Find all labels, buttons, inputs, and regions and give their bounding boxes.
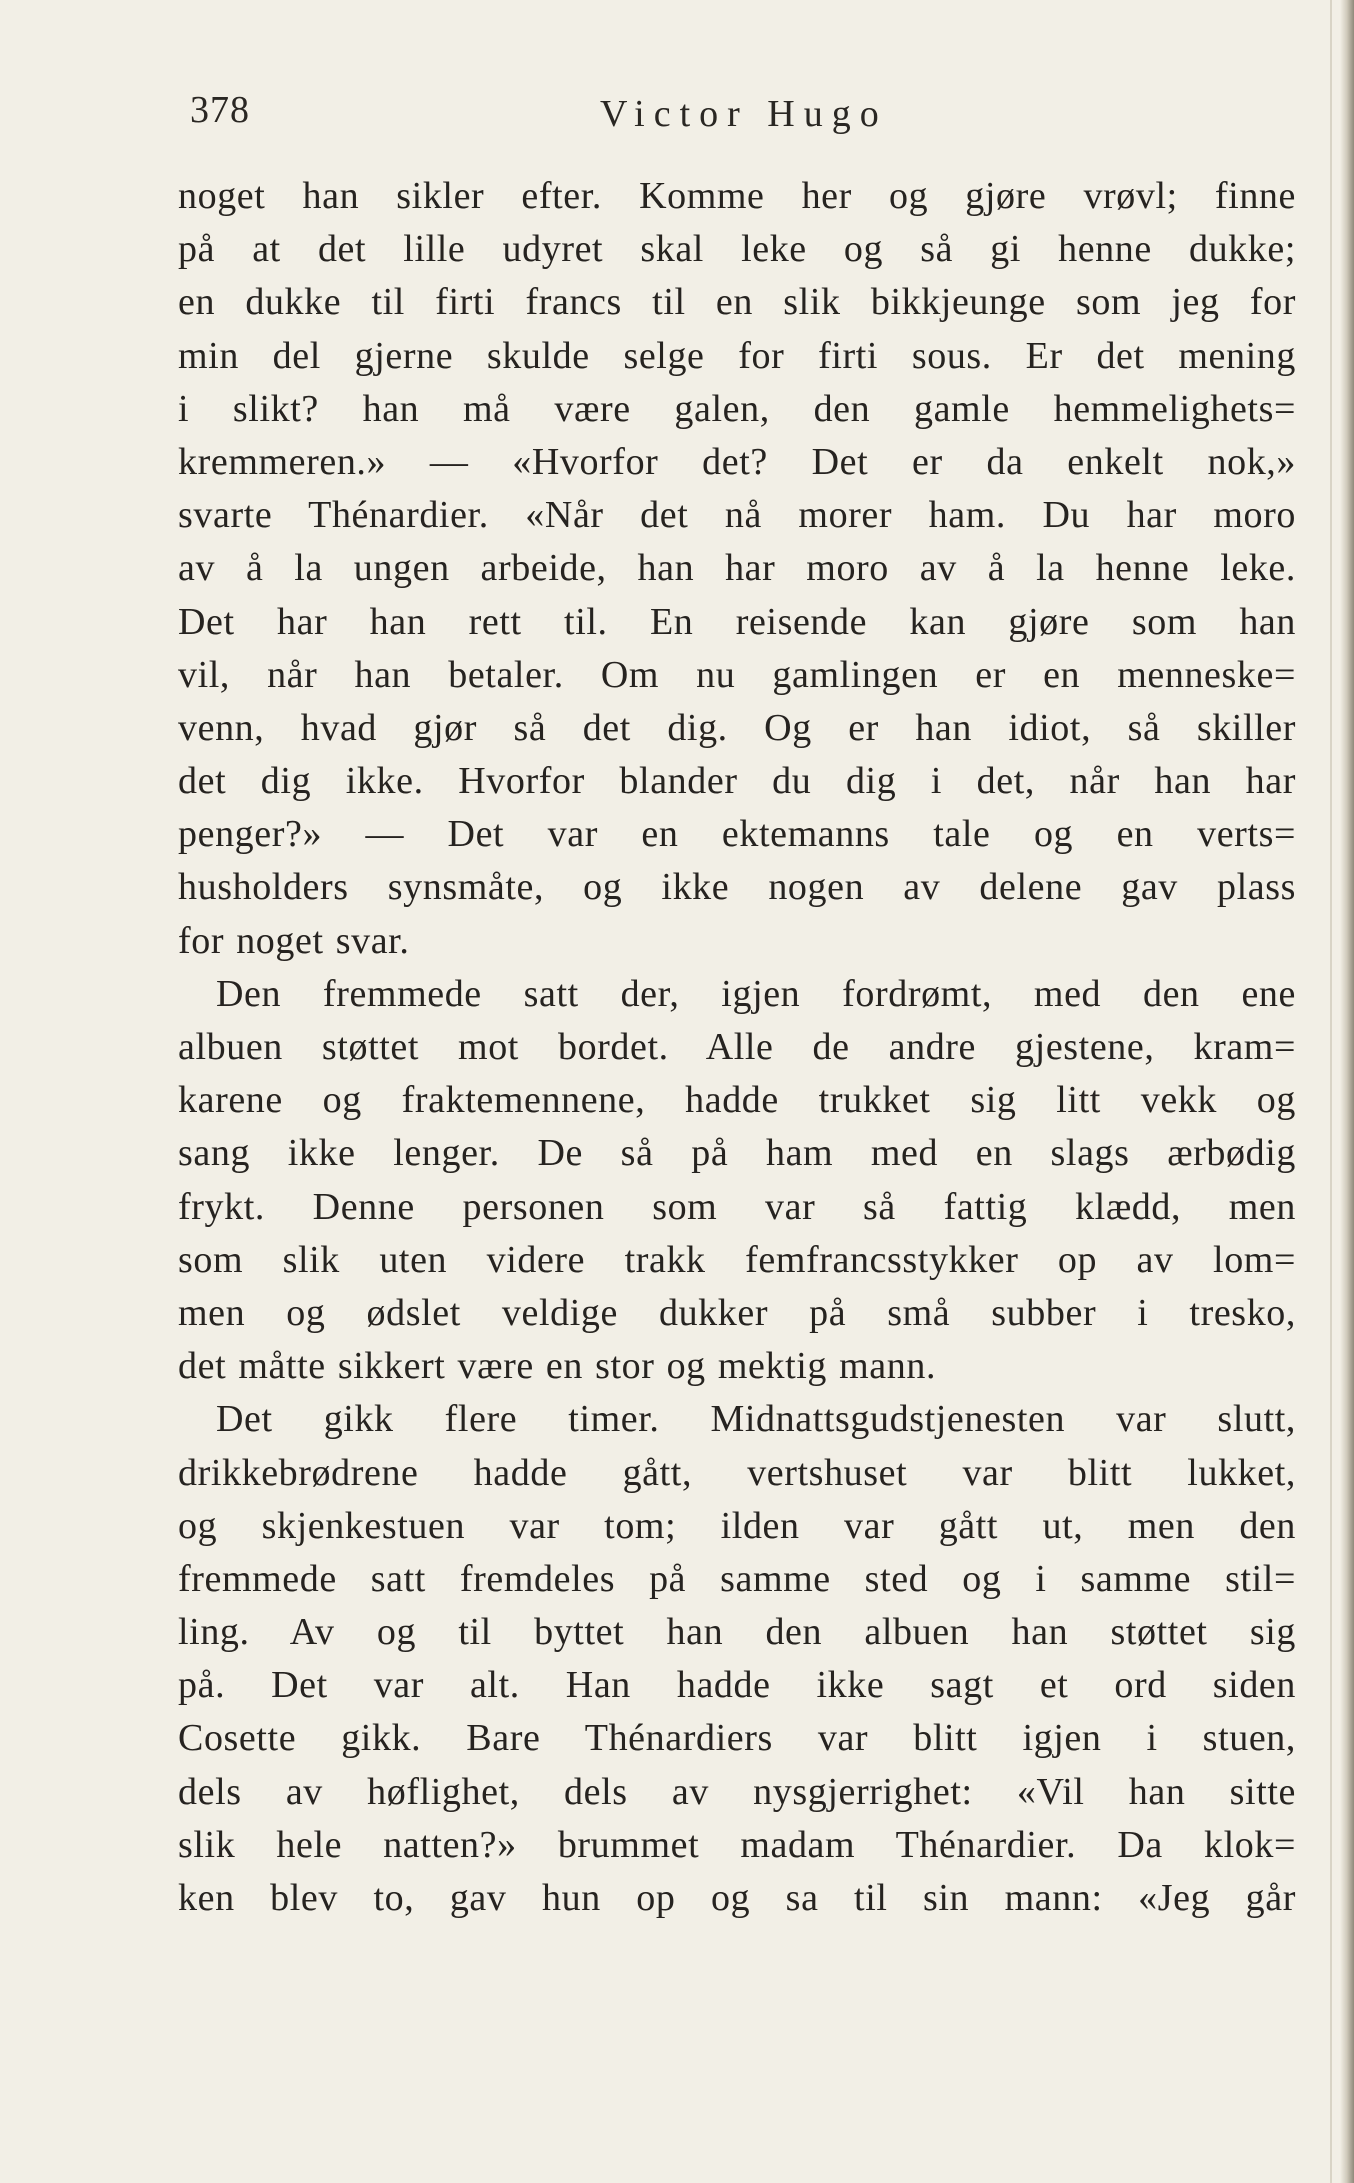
text-line: fremmede satt fremdeles på samme sted og i samme stil=: [178, 1557, 1296, 1600]
paragraph-start-line: Det gikk flere timer. Midnattsgudstjenesten var slutt,: [216, 1398, 1296, 1441]
text-line: kremmeren.» — «Hvorfor det? Det er da enkelt nok,»: [178, 440, 1296, 483]
text-line: og skjenkestuen var tom; ilden var gått ut, men den: [178, 1504, 1296, 1547]
text-line: slik hele natten?» brummet madam Thénardier. Da klok=: [178, 1823, 1296, 1866]
text-line: Det har han rett til. En reisende kan gjøre som han: [178, 600, 1296, 643]
text-line: for noget svar.: [178, 919, 410, 962]
text-line: på at det lille udyret skal leke og så gi henne dukke;: [178, 228, 1296, 271]
text-line: dels av høflighet, dels av nysgjerrighet: «Vil han sitte: [178, 1770, 1296, 1813]
text-line: frykt. Denne personen som var så fattig klædd, men: [178, 1185, 1296, 1228]
text-line: noget han sikler efter. Komme her og gjøre vrøvl; finne: [178, 175, 1296, 217]
text-line: ken blev to, gav hun op og sa til sin mann: «Jeg går: [178, 1877, 1296, 1919]
paragraph-start-line: Den fremmede satt der, igjen fordrømt, med den ene: [216, 972, 1296, 1015]
body-text: [178, 170, 1296, 1925]
text-line: men og ødslet veldige dukker på små subber i tresko,: [178, 1291, 1296, 1334]
text-line: ling. Av og til byttet han den albuen han støttet sig: [178, 1611, 1296, 1654]
text-line: albuen støttet mot bordet. Alle de andre gjestene, kram=: [178, 1026, 1296, 1068]
text-line: sang ikke lenger. De så på ham med en slags ærbødig: [178, 1132, 1296, 1175]
text-line: husholders synsmåte, og ikke nogen av delene gav plass: [178, 866, 1296, 909]
page-header: [190, 88, 1280, 148]
page-number: 378: [190, 89, 250, 131]
text-line: vil, når han betaler. Om nu gamlingen er en menneske=: [178, 653, 1296, 696]
text-line: av å la ungen arbeide, han har moro av å la henne leke.: [178, 547, 1296, 590]
text-line: venn, hvad gjør så det dig. Og er han idiot, så skiller: [178, 706, 1296, 749]
text-line: på. Det var alt. Han hadde ikke sagt et ord siden: [178, 1664, 1296, 1707]
running-title: Victor Hugo: [600, 93, 888, 135]
text-line: det dig ikke. Hvorfor blander du dig i det, når han har: [178, 760, 1296, 803]
text-line: karene og fraktemennene, hadde trukket sig litt vekk og: [178, 1079, 1296, 1122]
text-line: som slik uten videre trakk femfrancsstykker op av lom=: [178, 1238, 1296, 1281]
text-line: penger?» — Det var en ektemanns tale og en verts=: [178, 813, 1296, 856]
page-edge-shadow: [1340, 0, 1354, 2183]
text-line: det måtte sikkert være en stor og mektig mann.: [178, 1345, 937, 1388]
text-line: Cosette gikk. Bare Thénardiers var blitt igjen i stuen,: [178, 1717, 1296, 1760]
text-line: svarte Thénardier. «Når det nå morer ham. Du har moro: [178, 494, 1296, 537]
text-line: i slikt? han må være galen, den gamle hemmelighets=: [178, 387, 1296, 430]
page-edge-line: [1330, 0, 1332, 2183]
text-line: min del gjerne skulde selge for firti sous. Er det mening: [178, 334, 1296, 377]
text-line: en dukke til firti francs til en slik bikkjeunge som jeg for: [178, 281, 1296, 324]
text-line: drikkebrødrene hadde gått, vertshuset var blitt lukket,: [178, 1451, 1296, 1494]
